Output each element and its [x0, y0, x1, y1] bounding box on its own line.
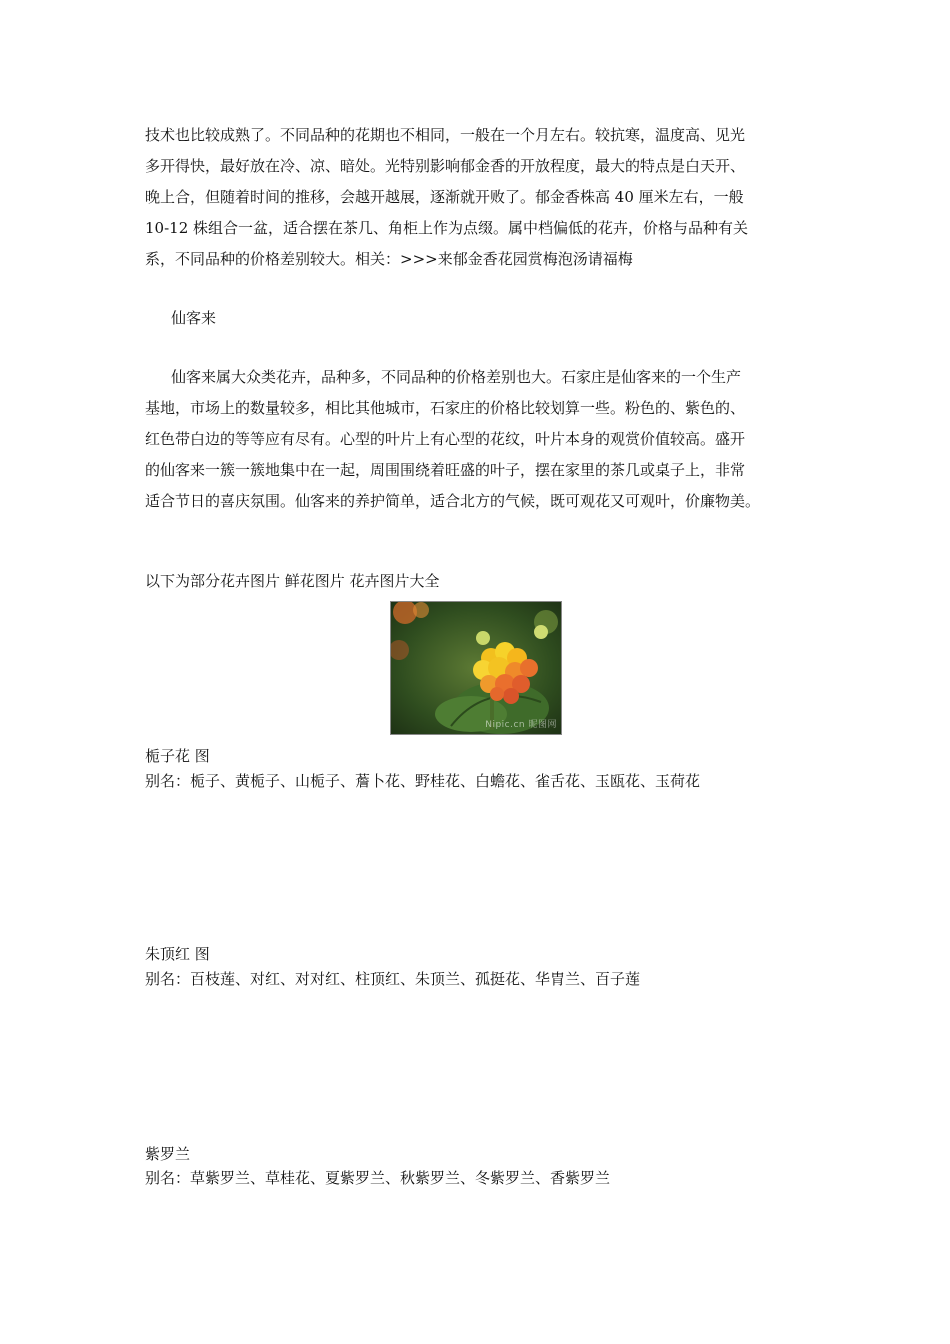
- flower-title-gardenia: 栀子花 图: [145, 747, 210, 765]
- paragraph-line: 晚上合，但随着时间的推移，会越开越展，逐渐就开败了。郁金香株高 40 厘米左右，一般: [145, 188, 744, 206]
- flower-image: [391, 602, 561, 734]
- flower-aliases-stock: 别名：草紫罗兰、草桂花、夏紫罗兰、秋紫罗兰、冬紫罗兰、香紫罗兰: [145, 1169, 611, 1187]
- paragraph-line: 的仙客来一簇一簇地集中在一起，周围围绕着旺盛的叶子，摆在家里的茶几或桌子上，非常: [145, 461, 746, 479]
- paragraph-line: 10-12 株组合一盆，适合摆在茶几、角柜上作为点缀。属中档偏低的花卉，价格与品种有关: [145, 219, 749, 237]
- paragraph-line: 适合节日的喜庆氛围。仙客来的养护简单，适合北方的气候，既可观花又可观叶，价廉物美。: [145, 492, 761, 510]
- section-heading-cyclamen: 仙客来: [171, 309, 217, 327]
- flower-aliases-amaryllis: 别名：百枝莲、对红、对对红、柱顶红、朱顶兰、孤挺花、华胄兰、百子莲: [145, 970, 641, 988]
- gallery-intro: 以下为部分花卉图片 鲜花图片 花卉图片大全: [145, 572, 440, 590]
- image-watermark: Nipic.cn 昵图网: [485, 720, 557, 730]
- paragraph-line: 技术也比较成熟了。不同品种的花期也不相同，一般在一个月左右。较抗寒，温度高、见光: [145, 126, 746, 144]
- paragraph-line: 多开得快，最好放在冷、凉、暗处。光特别影响郁金香的开放程度，最大的特点是白天开、: [145, 157, 746, 175]
- paragraph-line: 红色带白边的等等应有尽有。心型的叶片上有心型的花纹，叶片本身的观赏价值较高。盛开: [145, 430, 746, 448]
- flower-aliases-gardenia: 别名：栀子、黄栀子、山栀子、薝卜花、野桂花、白蟾花、雀舌花、玉瓯花、玉荷花: [145, 772, 701, 790]
- flower-title-stock: 紫罗兰: [145, 1145, 191, 1163]
- paragraph-line: 基地，市场上的数量较多，相比其他城市，石家庄的价格比较划算一些。粉色的、紫色的、: [145, 399, 746, 417]
- cyclamen-paragraph: [145, 362, 810, 517]
- paragraph-line: 仙客来属大众类花卉，品种多，不同品种的价格差别也大。石家庄是仙客来的一个生产: [171, 368, 742, 386]
- lantana-flower-photo: [390, 601, 562, 735]
- paragraph-line: 系，不同品种的价格差别较大。相关：>>>来郁金香花园赏梅泡汤请福梅: [145, 250, 633, 268]
- tulip-paragraph: [145, 120, 810, 275]
- flower-title-amaryllis: 朱顶红 图: [145, 945, 210, 963]
